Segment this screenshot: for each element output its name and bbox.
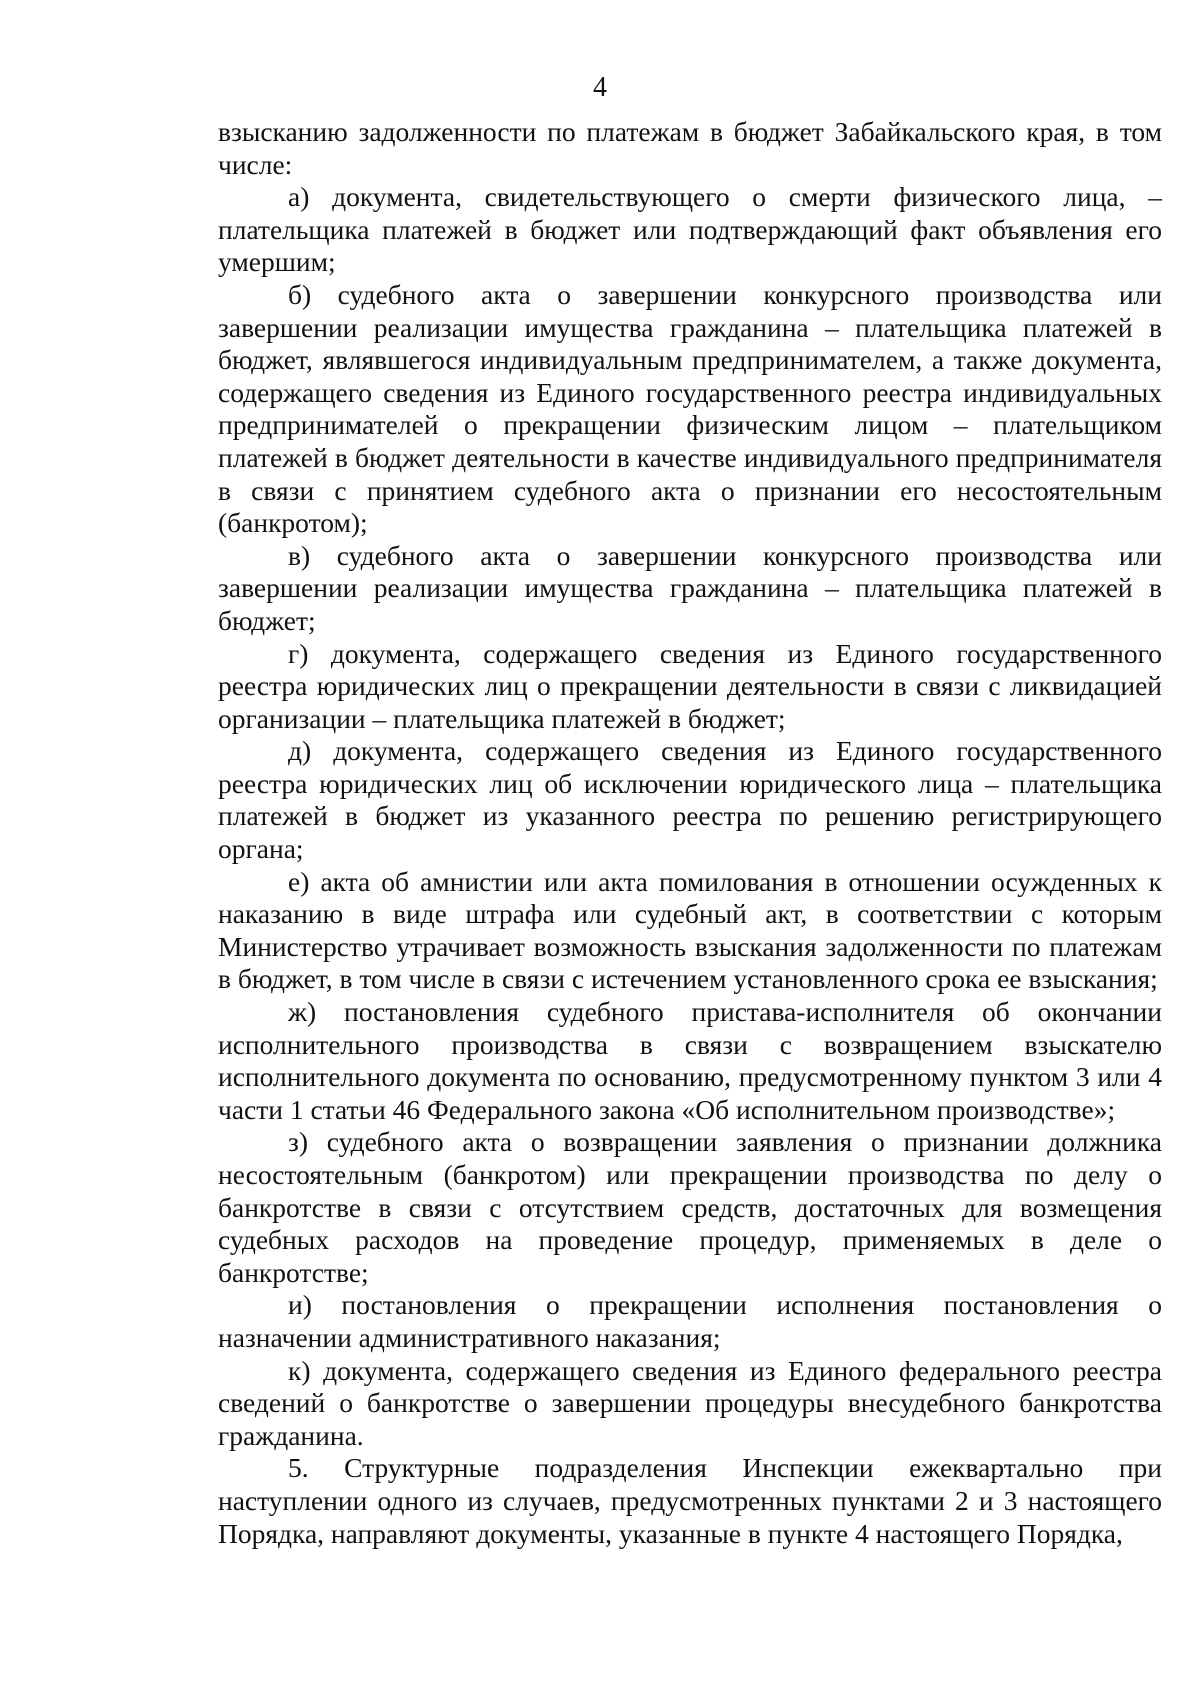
document-body [218, 116, 1162, 1550]
list-item-v: в) судебного акта о завершении конкурсного производства или завершении реализации имущества гражданина – плательщика платежей в бюджет; [218, 539, 1162, 636]
list-item-i: и) постановления о прекращении исполнения постановления о назначении административного наказания; [218, 1289, 1162, 1353]
section-5-paragraph: 5. Структурные подразделения Инспекции ежеквартально при наступлении одного из случаев, предусмотренных пунктами 2 и 3 настоящего Порядка, направляют документы, указанные в пункте 4 настоящего Порядка, [218, 1452, 1162, 1549]
list-item-d: д) документа, содержащего сведения из Единого государственного реестра юридических лиц об исключении юридического лица – плательщика платежей в бюджет из указанного реестра по решению регистрирующего органа; [218, 735, 1162, 865]
list-item-k: к) документа, содержащего сведения из Единого федерального реестра сведений о банкротстве о завершении процедуры внесудебного банкротства гражданина. [218, 1354, 1162, 1451]
list-item-zh: ж) постановления судебного пристава-исполнителя об окончании исполнительного производства в связи с возвращением взыскателю исполнительного документа по основанию, предусмотренному пунктом 3 или 4 части 1 статьи 46 Федерального закона «Об исполнительном производстве»; [218, 996, 1162, 1125]
paragraph-continuation: взысканию задолженности по платежам в бюджет Забайкальского края, в том числе: [218, 116, 1162, 180]
list-item-b: б) судебного акта о завершении конкурсного производства или завершении реализации имущества гражданина – плательщика платежей в бюджет, являвшегося индивидуальным предпринимателем, а также документа, содержащего сведения из Единого государственного реестра индивидуальных предпринимателей о прекращении физическим лицом – плательщиком платежей в бюджет деятельности в качестве индивидуального предпринимателя в связи с принятием судебного акта о признании его несостоятельным (банкротом); [218, 278, 1162, 539]
list-item-z: з) судебного акта о возвращении заявления о признании должника несостоятельным (банкротом) или прекращении производства по делу о банкротстве в связи с отсутствием средств, достаточных для возмещения судебных расходов на проведение процедур, применяемых в деле о банкротстве; [218, 1126, 1162, 1288]
list-item-g: г) документа, содержащего сведения из Единого государственного реестра юридических лиц о прекращении деятельности в связи с ликвидацией организации – плательщика платежей в бюджет; [218, 637, 1162, 734]
page-number: 4 [593, 72, 607, 103]
list-item-a: а) документа, свидетельствующего о смерти физического лица, – плательщика платежей в бюджет или подтверждающий факт объявления его умершим; [218, 181, 1162, 278]
list-item-e: е) акта об амнистии или акта помилования в отношении осужденных к наказанию в виде штрафа или судебный акт, в соответствии с которым Министерство утрачивает возможность взыскания задолженности по платежам в бюджет, в том числе в связи с истечением установленного срока ее взыскания; [218, 865, 1162, 995]
